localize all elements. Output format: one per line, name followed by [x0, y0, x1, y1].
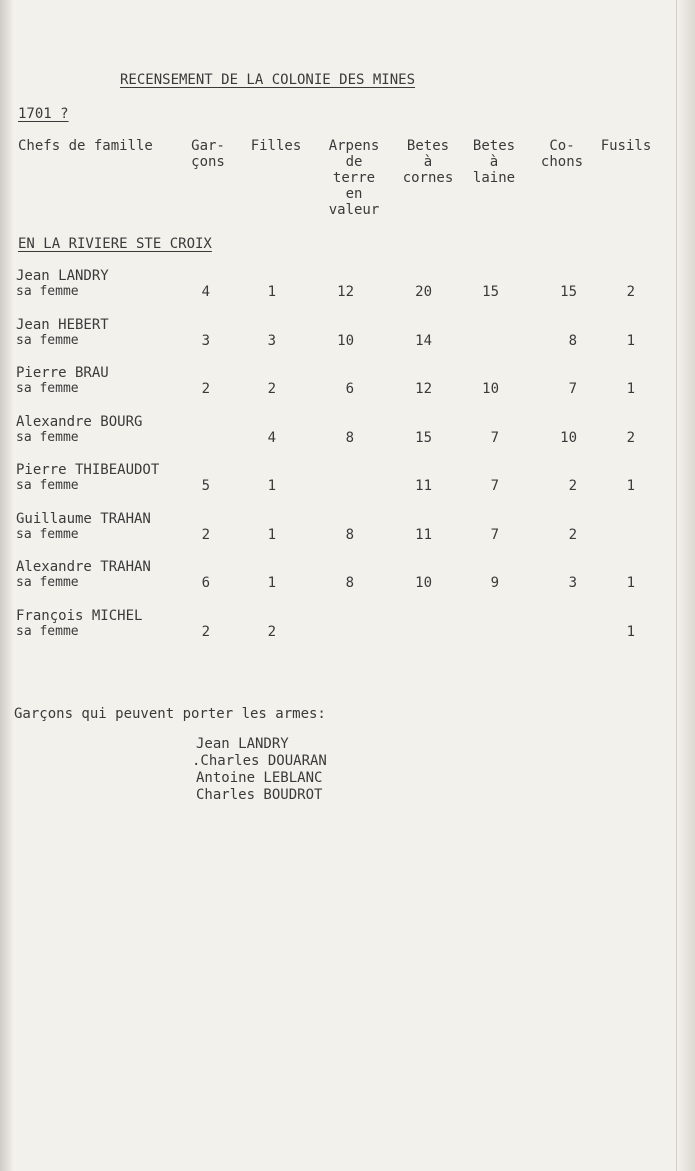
cell-laine: 15 — [482, 284, 499, 300]
cell-garcons: 3 — [201, 332, 210, 349]
cell-fusils: 1 — [626, 478, 635, 494]
cell-arpens: 8 — [345, 575, 354, 591]
header-betes-laine: Betes à laine — [472, 138, 516, 186]
family-name: Jean LANDRY — [16, 268, 109, 284]
cell-laine: 9 — [490, 575, 499, 591]
cell-cochons: 3 — [568, 575, 577, 591]
spouse-label: sa femme — [16, 381, 79, 396]
cell-fusils: 1 — [626, 381, 635, 397]
cell-filles: 1 — [267, 284, 276, 300]
spouse-label: sa femme — [16, 429, 79, 445]
header-garcons: Gar- çons — [191, 138, 225, 170]
family-name: Jean HEBERT — [16, 316, 109, 333]
cell-laine: 7 — [490, 429, 499, 446]
section-heading: EN LA RIVIERE STE CROIX — [18, 236, 212, 252]
cell-arpens: 12 — [337, 284, 354, 300]
cell-filles: 4 — [267, 429, 276, 446]
cell-fusils: 1 — [626, 332, 635, 349]
cell-garcons: 2 — [201, 526, 210, 543]
cell-fusils: 1 — [626, 623, 635, 640]
family-name: Pierre BRAU — [16, 365, 109, 381]
cell-arpens: 6 — [345, 381, 354, 397]
cell-cornes: 11 — [415, 526, 432, 543]
page-shadow — [0, 0, 14, 1171]
armes-heading: Garçons qui peuvent porter les armes: — [14, 706, 326, 722]
header-fusils: Fusils — [600, 138, 652, 154]
cell-fusils: 2 — [626, 429, 635, 446]
document-title: RECENSEMENT DE LA COLONIE DES MINES — [120, 72, 416, 88]
spouse-label: sa femme — [16, 526, 79, 542]
family-name: Alexandre BOURG — [16, 413, 143, 430]
header-chefs: Chefs de famille — [18, 138, 153, 154]
family-name: François MICHEL — [16, 607, 143, 624]
cell-laine: 10 — [482, 381, 499, 397]
cell-arpens: 10 — [337, 332, 354, 349]
cell-cochons: 7 — [568, 381, 577, 397]
family-name: Alexandre TRAHAN — [16, 559, 151, 575]
cell-cornes: 15 — [415, 429, 432, 446]
cell-cornes: 12 — [415, 381, 432, 397]
cell-filles: 2 — [267, 381, 276, 397]
spouse-label: sa femme — [16, 623, 79, 639]
spouse-label: sa femme — [16, 478, 79, 493]
cell-cornes: 14 — [415, 332, 432, 349]
armes-list-item: .Charles DOUARAN — [192, 753, 327, 769]
family-name: Pierre THIBEAUDOT — [16, 462, 160, 478]
cell-laine: 7 — [490, 526, 499, 543]
armes-list-item: Jean LANDRY — [196, 736, 289, 752]
cell-fusils: 1 — [626, 575, 635, 591]
cell-arpens: 8 — [345, 526, 354, 543]
header-arpens: Arpens de terre en valeur — [328, 138, 380, 218]
header-cochons: Co- chons — [540, 138, 584, 170]
cell-fusils: 2 — [626, 284, 635, 300]
page-edge — [676, 0, 695, 1171]
header-betes-cornes: Betes à cornes — [402, 138, 454, 186]
cell-garcons: 5 — [201, 478, 210, 494]
cell-cochons: 2 — [568, 526, 577, 543]
cell-filles: 2 — [267, 623, 276, 640]
cell-filles: 1 — [267, 526, 276, 543]
cell-arpens: 8 — [345, 429, 354, 446]
cell-cochons: 15 — [560, 284, 577, 300]
cell-cornes: 10 — [415, 575, 432, 591]
armes-list-item: Antoine LEBLANC — [196, 770, 323, 786]
cell-filles: 3 — [267, 332, 276, 349]
header-filles: Filles — [250, 138, 302, 154]
spouse-label: sa femme — [16, 284, 79, 299]
cell-garcons: 4 — [201, 284, 210, 300]
cell-filles: 1 — [267, 575, 276, 591]
cell-cochons: 8 — [568, 332, 577, 349]
cell-garcons: 2 — [201, 623, 210, 640]
cell-garcons: 6 — [201, 575, 210, 591]
spouse-label: sa femme — [16, 575, 79, 590]
spouse-label: sa femme — [16, 332, 79, 348]
cell-cochons: 2 — [568, 478, 577, 494]
cell-laine: 7 — [490, 478, 499, 494]
cell-cornes: 20 — [415, 284, 432, 300]
family-name: Guillaume TRAHAN — [16, 510, 151, 527]
year-label: 1701 ? — [18, 106, 69, 122]
armes-list-item: Charles BOUDROT — [196, 787, 323, 803]
cell-garcons: 2 — [201, 381, 210, 397]
cell-cornes: 11 — [415, 478, 432, 494]
cell-cochons: 10 — [560, 429, 577, 446]
cell-filles: 1 — [267, 478, 276, 494]
